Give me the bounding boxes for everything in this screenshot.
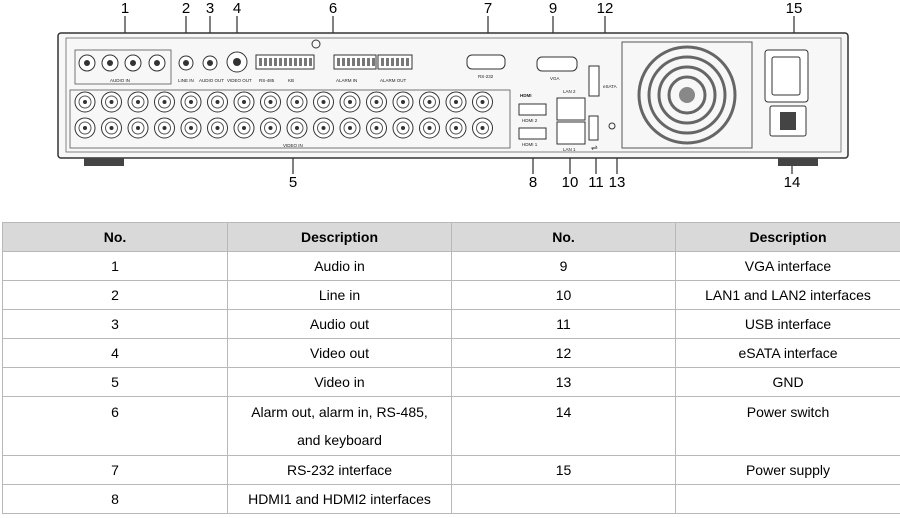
callout-number: 8 xyxy=(528,174,538,191)
cell-no: 1 xyxy=(3,252,228,281)
terminal-pin xyxy=(309,58,312,66)
cell-description: GND xyxy=(676,368,900,397)
cell-description: VGA interface xyxy=(676,252,900,281)
table-row xyxy=(3,368,900,397)
callout-number: 7 xyxy=(483,0,493,17)
bnc-pin xyxy=(401,100,405,104)
hdmi1-port xyxy=(519,128,546,139)
header-description-left: Description xyxy=(228,223,452,252)
bnc-pin xyxy=(269,126,273,130)
terminal-pin xyxy=(362,58,365,66)
vga-label: VGA xyxy=(550,76,560,81)
bnc-pin xyxy=(454,100,458,104)
cell-no: 7 xyxy=(3,456,228,485)
foot-right xyxy=(778,158,818,166)
rs232-label: RS-232 xyxy=(478,74,494,79)
callout-number: 11 xyxy=(588,174,604,191)
lan2-port xyxy=(557,98,585,120)
bnc-pin xyxy=(110,100,114,104)
esata-label: eSATA xyxy=(603,84,617,89)
cell-no: 4 xyxy=(3,339,228,368)
header-description-right: Description xyxy=(676,223,900,252)
cell-description-line-2: and keyboard xyxy=(297,432,382,448)
hdmi-logo-label: HDMI xyxy=(520,93,532,98)
alarm-in-label: ALARM IN xyxy=(336,78,358,83)
terminal-pin xyxy=(401,58,404,66)
cell-description: eSATA interface xyxy=(676,339,900,368)
usb-port xyxy=(589,116,598,140)
bnc-pin xyxy=(322,100,326,104)
video-out-label: VIDEO OUT xyxy=(227,78,252,83)
cell-description xyxy=(228,397,452,456)
bnc-pin xyxy=(428,126,432,130)
callout-number: 3 xyxy=(205,0,215,17)
callout-number: 4 xyxy=(232,0,242,17)
rear-panel-diagram xyxy=(0,0,900,200)
bnc-pin xyxy=(136,126,140,130)
hdmi1-label: HDMI 1 xyxy=(522,142,538,147)
jack-pin xyxy=(84,60,90,66)
bnc-pin xyxy=(348,100,352,104)
header-no-left: No. xyxy=(3,223,228,252)
power-socket xyxy=(765,50,808,102)
terminal-pin xyxy=(299,58,302,66)
bnc-pin xyxy=(295,100,299,104)
cell-description: Video in xyxy=(228,368,452,397)
bnc-pin xyxy=(83,126,87,130)
callout-number: 10 xyxy=(561,174,579,191)
alarm-out-label: ALARM OUT xyxy=(380,78,407,83)
cell-description: Video out xyxy=(228,339,452,368)
terminal-pin xyxy=(406,58,409,66)
bnc-pin xyxy=(428,100,432,104)
vga-port xyxy=(537,57,577,71)
rs232-port xyxy=(467,55,505,69)
terminal-pin xyxy=(269,58,272,66)
table-row xyxy=(3,397,900,456)
terminal-pin xyxy=(294,58,297,66)
cell-no: 2 xyxy=(3,281,228,310)
bnc-pin xyxy=(401,126,405,130)
hdmi2-port xyxy=(519,104,546,115)
terminal-pin xyxy=(274,58,277,66)
cell-no: 11 xyxy=(452,310,676,339)
terminal-pin xyxy=(347,58,350,66)
cell-no: 3 xyxy=(3,310,228,339)
lan2-label: LAN 2 xyxy=(563,89,576,94)
table-row xyxy=(3,310,900,339)
line-in-label: LINE IN xyxy=(178,78,194,83)
terminal-pin xyxy=(304,58,307,66)
callout-number: 15 xyxy=(785,0,803,17)
rs485-label: RS-485 xyxy=(259,78,275,83)
cell-description: RS-232 interface xyxy=(228,456,452,485)
bnc-pin xyxy=(295,126,299,130)
cell-no: 9 xyxy=(452,252,676,281)
terminal-pin xyxy=(352,58,355,66)
bnc-pin xyxy=(189,126,193,130)
terminal-pin xyxy=(279,58,282,66)
cell-no: 12 xyxy=(452,339,676,368)
terminal-pin xyxy=(289,58,292,66)
cell-description: Power switch xyxy=(676,397,900,456)
bnc-pin xyxy=(375,126,379,130)
callout-number: 2 xyxy=(181,0,191,17)
cell-no: 15 xyxy=(452,456,676,485)
table-header-row xyxy=(3,223,900,252)
table-row xyxy=(3,456,900,485)
table-row xyxy=(3,485,900,514)
bnc-pin xyxy=(163,126,167,130)
hdmi2-label: HDMI 2 xyxy=(522,118,538,123)
audio-in-label: AUDIO IN xyxy=(110,78,131,83)
jack-pin xyxy=(130,60,136,66)
callout-number: 1 xyxy=(120,0,130,17)
bnc-pin xyxy=(242,100,246,104)
bnc-pin xyxy=(163,100,167,104)
bnc-pin xyxy=(216,100,220,104)
terminal-pin xyxy=(372,58,375,66)
table-row xyxy=(3,252,900,281)
terminal-pin xyxy=(381,58,384,66)
callout-number: 5 xyxy=(288,174,298,191)
lan1-port xyxy=(557,122,585,144)
terminal-pin xyxy=(367,58,370,66)
bnc-pin xyxy=(322,126,326,130)
terminal-pin xyxy=(342,58,345,66)
bnc-pin xyxy=(375,100,379,104)
jack-pin xyxy=(154,60,160,66)
bnc-pin xyxy=(83,100,87,104)
fan-hub xyxy=(679,87,695,103)
cell-description: USB interface xyxy=(676,310,900,339)
cell-description xyxy=(676,485,900,514)
callout-number: 6 xyxy=(328,0,338,17)
bnc-pin xyxy=(242,126,246,130)
callout-number: 14 xyxy=(783,174,801,191)
bnc-pin xyxy=(481,126,485,130)
callout-number: 9 xyxy=(548,0,558,17)
lan1-label: LAN 1 xyxy=(563,147,576,152)
cell-no xyxy=(452,485,676,514)
cell-no: 13 xyxy=(452,368,676,397)
bnc-pin xyxy=(136,100,140,104)
cell-description: Power supply xyxy=(676,456,900,485)
esata-port xyxy=(589,66,599,96)
bnc-pin xyxy=(481,100,485,104)
cell-no: 8 xyxy=(3,485,228,514)
terminal-pin xyxy=(284,58,287,66)
kb-label: KB xyxy=(288,78,295,83)
table-row xyxy=(3,339,900,368)
cell-description: Line in xyxy=(228,281,452,310)
bnc-pin xyxy=(269,100,273,104)
terminal-pin xyxy=(357,58,360,66)
cell-no: 10 xyxy=(452,281,676,310)
cell-no: 14 xyxy=(452,397,676,456)
cell-description: HDMI1 and HDMI2 interfaces xyxy=(228,485,452,514)
terminal-pin xyxy=(337,58,340,66)
terminal-pin xyxy=(396,58,399,66)
cell-description: LAN1 and LAN2 interfaces xyxy=(676,281,900,310)
terminal-pin xyxy=(259,58,262,66)
video-in-label: VIDEO IN xyxy=(283,143,303,148)
bnc-pin xyxy=(454,126,458,130)
cell-no: 6 xyxy=(3,397,228,456)
table-row xyxy=(3,281,900,310)
bnc-pin xyxy=(189,100,193,104)
jack-pin xyxy=(107,60,113,66)
cell-description-line-1: Alarm out, alarm in, RS-485, xyxy=(251,404,428,420)
callout-number: 12 xyxy=(596,0,614,17)
terminal-pin xyxy=(386,58,389,66)
audio-out-label: AUDIO OUT xyxy=(199,78,225,83)
usb-icon: ⇌ xyxy=(591,143,598,152)
cell-description: Audio out xyxy=(228,310,452,339)
bnc-pin xyxy=(216,126,220,130)
bnc-pin xyxy=(348,126,352,130)
header-no-right: No. xyxy=(452,223,676,252)
cell-description: Audio in xyxy=(228,252,452,281)
interface-description-table xyxy=(2,222,900,514)
cell-no: 5 xyxy=(3,368,228,397)
terminal-pin xyxy=(264,58,267,66)
terminal-pin xyxy=(391,58,394,66)
foot-left xyxy=(84,158,124,166)
callout-number: 13 xyxy=(608,174,626,191)
bnc-pin xyxy=(110,126,114,130)
